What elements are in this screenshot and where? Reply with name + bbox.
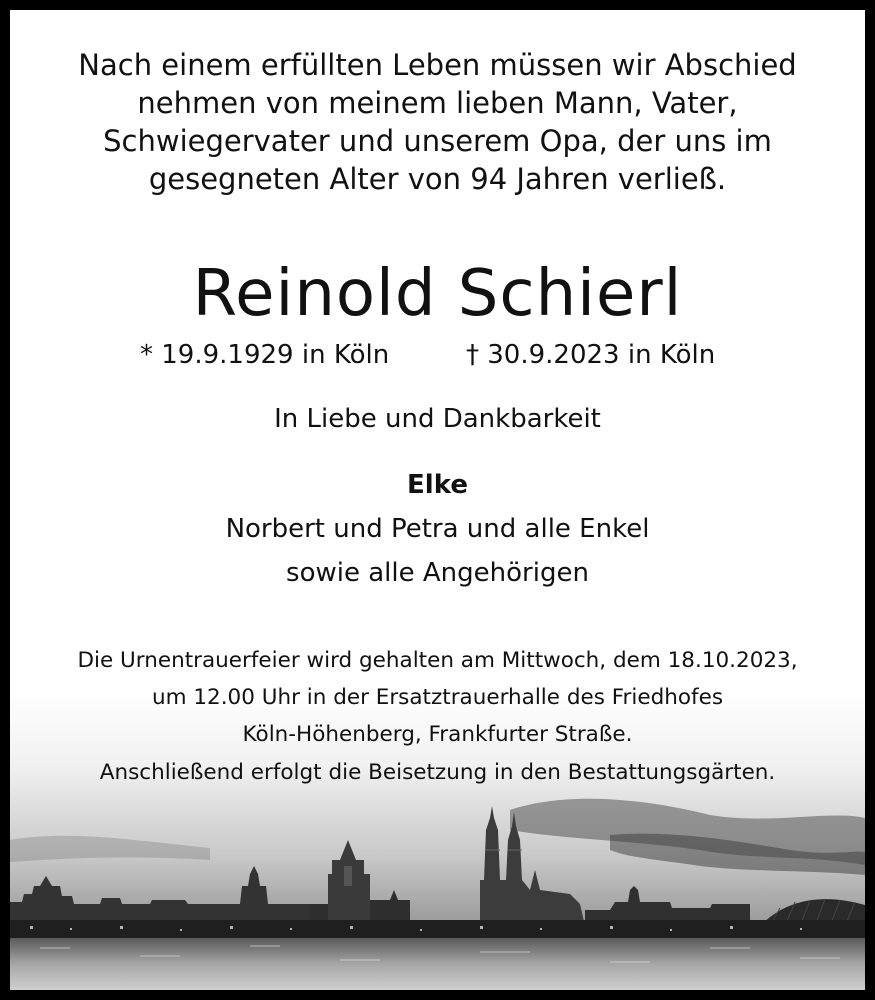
intro-line: gesegneten Alter von 94 Jahren verließ. — [148, 162, 727, 196]
service-line: Köln-Höhenberg, Frankfurter Straße. — [242, 722, 633, 747]
intro-line: Nach einem erfüllten Leben müssen wir Abschied — [78, 48, 797, 82]
mourner-primary: Elke — [407, 470, 468, 500]
death-date: † 30.9.2023 in Köln — [466, 340, 716, 370]
burial-info: Anschließend erfolgt die Beisetzung in den Bestattungsgärten. — [99, 760, 776, 785]
mourners — [10, 463, 865, 595]
intro-line: Schwiegervater und unserem Opa, der uns im — [103, 124, 772, 158]
intro-line: nehmen von meinem lieben Mann, Vater, — [137, 86, 738, 120]
intro-text — [50, 46, 825, 198]
life-dates — [10, 338, 865, 374]
service-info — [30, 642, 845, 753]
mourner-line: sowie alle Angehörigen — [286, 558, 589, 588]
mourner-line: Norbert und Petra und alle Enkel — [225, 514, 650, 544]
deceased-name: Reinold Schierl — [192, 257, 683, 331]
birth-date: * 19.9.1929 in Köln — [140, 340, 390, 370]
closing-phrase: In Liebe und Dankbarkeit — [274, 404, 601, 434]
notice-panel — [10, 10, 865, 990]
service-line: um 12.00 Uhr in der Ersatztrauerhalle des Friedhofes — [151, 685, 724, 710]
service-line: Die Urnentrauerfeier wird gehalten am Mittwoch, dem 18.10.2023, — [77, 648, 798, 673]
